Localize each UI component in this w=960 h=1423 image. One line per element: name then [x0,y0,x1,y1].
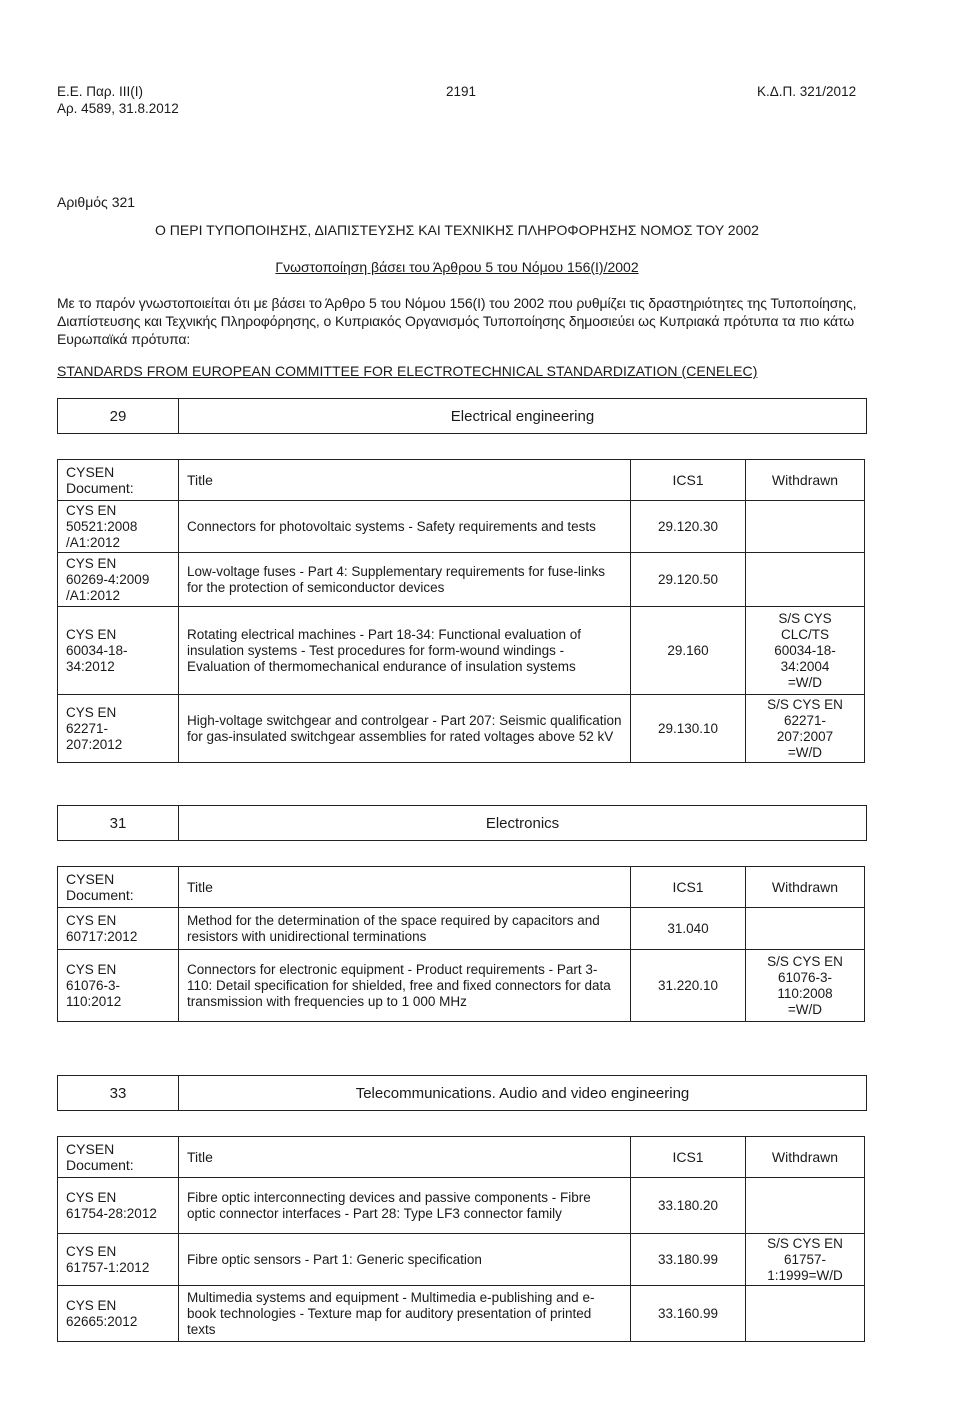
ics-code: 33.180.99 [631,1234,746,1286]
table-header-row [58,1137,865,1178]
col-document: CYSEN Document: [58,867,179,908]
standard-title: High-voltage switchgear and controlgear - Part 207: Seismic qualification for gas-insulated switchgear assemblies for rated voltages above 52 kV [179,695,631,763]
standard-title: Multimedia systems and equipment - Multimedia e-publishing and e-book technologies - Texture map for auditory presentation of printed texts [179,1286,631,1342]
table-row [58,950,865,1022]
ics-code: 29.120.30 [631,501,746,553]
section-name: Telecommunications. Audio and video engineering [355,1084,690,1102]
section-header [57,398,867,434]
standards-table [57,1136,865,1342]
table-header-row [58,460,865,501]
table-row [58,501,865,553]
section-number: 33 [58,1076,179,1110]
col-withdrawn: Withdrawn [746,1137,865,1178]
table-row [58,553,865,607]
table-row [58,1286,865,1342]
document-code: CYS EN 62271- 207:2012 [58,695,179,763]
col-document: CYSEN Document: [58,1137,179,1178]
withdrawn-standard: S/S CYS EN 61076-3- 110:2008 =W/D [746,950,865,1022]
col-ics: ICS1 [631,1137,746,1178]
section-number: 29 [58,399,179,433]
notice-title: Γνωστοποίηση βάσει του Άρθρου 5 του Νόμου 156(Ι)/2002 [275,259,639,275]
col-ics: ICS1 [631,867,746,908]
standard-title: Rotating electrical machines - Part 18-34: Functional evaluation of insulation systems - Test procedures for form-wound windings - Evaluation of thermomechanical endurance of insulation systems [179,607,631,695]
withdrawn-standard [746,501,865,553]
ics-code: 29.120.50 [631,553,746,607]
col-title: Title [179,460,631,501]
document-code: CYS EN 50521:2008 /A1:2012 [58,501,179,553]
act-number: Αριθμός 321 [57,194,136,210]
withdrawn-standard [746,1286,865,1342]
withdrawn-standard: S/S CYS CLC/TS 60034-18- 34:2004 =W/D [746,607,865,695]
table-row [58,695,865,763]
ics-code: 31.220.10 [631,950,746,1022]
document-code: CYS EN 60034-18- 34:2012 [58,607,179,695]
col-title: Title [179,867,631,908]
ics-code: 33.180.20 [631,1178,746,1234]
withdrawn-standard: S/S CYS EN 61757- 1:1999=W/D [746,1234,865,1286]
standards-table [57,866,865,1022]
section-name: Electrical engineering [450,407,595,425]
standard-title: Connectors for electronic equipment - Product requirements - Part 3-110: Detail specification for shielded, free and fixed connectors for data transmission with frequencies up to 1 000 MHz [179,950,631,1022]
standard-title: Low-voltage fuses - Part 4: Supplementary requirements for fuse-links for the protection of semiconductor devices [179,553,631,607]
document-code: CYS EN 61754-28:2012 [58,1178,179,1234]
regulation-number: Κ.Δ.Π. 321/2012 [757,84,857,99]
document-code: CYS EN 62665:2012 [58,1286,179,1342]
document-code: CYS EN 61757-1:2012 [58,1234,179,1286]
standard-title: Fibre optic sensors - Part 1: Generic specification [179,1234,631,1286]
document-code: CYS EN 61076-3- 110:2012 [58,950,179,1022]
law-title: Ο ΠΕΡΙ ΤΥΠΟΠΟΙΗΣΗΣ, ΔΙΑΠΙΣΤΕΥΣΗΣ ΚΑΙ ΤΕΧΝΙΚΗΣ ΠΛΗΡΟΦΟΡΗΣΗΣ ΝΟΜΟΣ ΤΟΥ 2002 [155,222,759,238]
ics-code: 33.160.99 [631,1286,746,1342]
intro-paragraph: Με το παρόν γνωστοποιείται ότι με βάσει το Άρθρο 5 του Νόμου 156(Ι) του 2002 που ρυθμίζει τις δραστηριότητες της Τυποποίησης, Διαπίστευσης και Τεχνικής Πληροφόρησης, ο Κυπριακός Οργανισμός Τυποποίησης δημοσιεύει ως Κυπριακά πρότυπα τα πιο κάτω Ευρωπαϊκά πρότυπα: [57,295,857,347]
section-number: 31 [58,806,179,840]
col-document: CYSEN Document: [58,460,179,501]
withdrawn-standard [746,908,865,950]
withdrawn-standard [746,1178,865,1234]
standard-title: Method for the determination of the space required by capacitors and resistors with unidirectional terminations [179,908,631,950]
document-code: CYS EN 60269-4:2009 /A1:2012 [58,553,179,607]
section-header [57,1075,867,1111]
ics-code: 29.160 [631,607,746,695]
withdrawn-standard: S/S CYS EN 62271- 207:2007 =W/D [746,695,865,763]
document-code: CYS EN 60717:2012 [58,908,179,950]
col-ics: ICS1 [631,460,746,501]
col-withdrawn: Withdrawn [746,460,865,501]
section-name: Electronics [485,814,560,832]
table-row [58,1178,865,1234]
table-row [58,1234,865,1286]
withdrawn-standard [746,553,865,607]
col-withdrawn: Withdrawn [746,867,865,908]
standard-title: Fibre optic interconnecting devices and passive components - Fibre optic connector interfaces - Part 28: Type LF3 connector family [179,1178,631,1234]
standards-table [57,459,865,763]
standards-heading: STANDARDS FROM EUROPEAN COMMITTEE FOR ELECTROTECHNICAL STANDARDIZATION (CENELEC) [57,363,758,379]
table-row [58,908,865,950]
table-row [58,607,865,695]
standard-title: Connectors for photovoltaic systems - Safety requirements and tests [179,501,631,553]
col-title: Title [179,1137,631,1178]
ics-code: 31.040 [631,908,746,950]
page-number: 2191 [446,84,477,99]
ics-code: 29.130.10 [631,695,746,763]
table-header-row [58,867,865,908]
section-header [57,805,867,841]
gazette-issue-info: Ε.Ε. Παρ. ΙΙΙ(Ι) Αρ. 4589, 31.8.2012 [57,84,179,116]
